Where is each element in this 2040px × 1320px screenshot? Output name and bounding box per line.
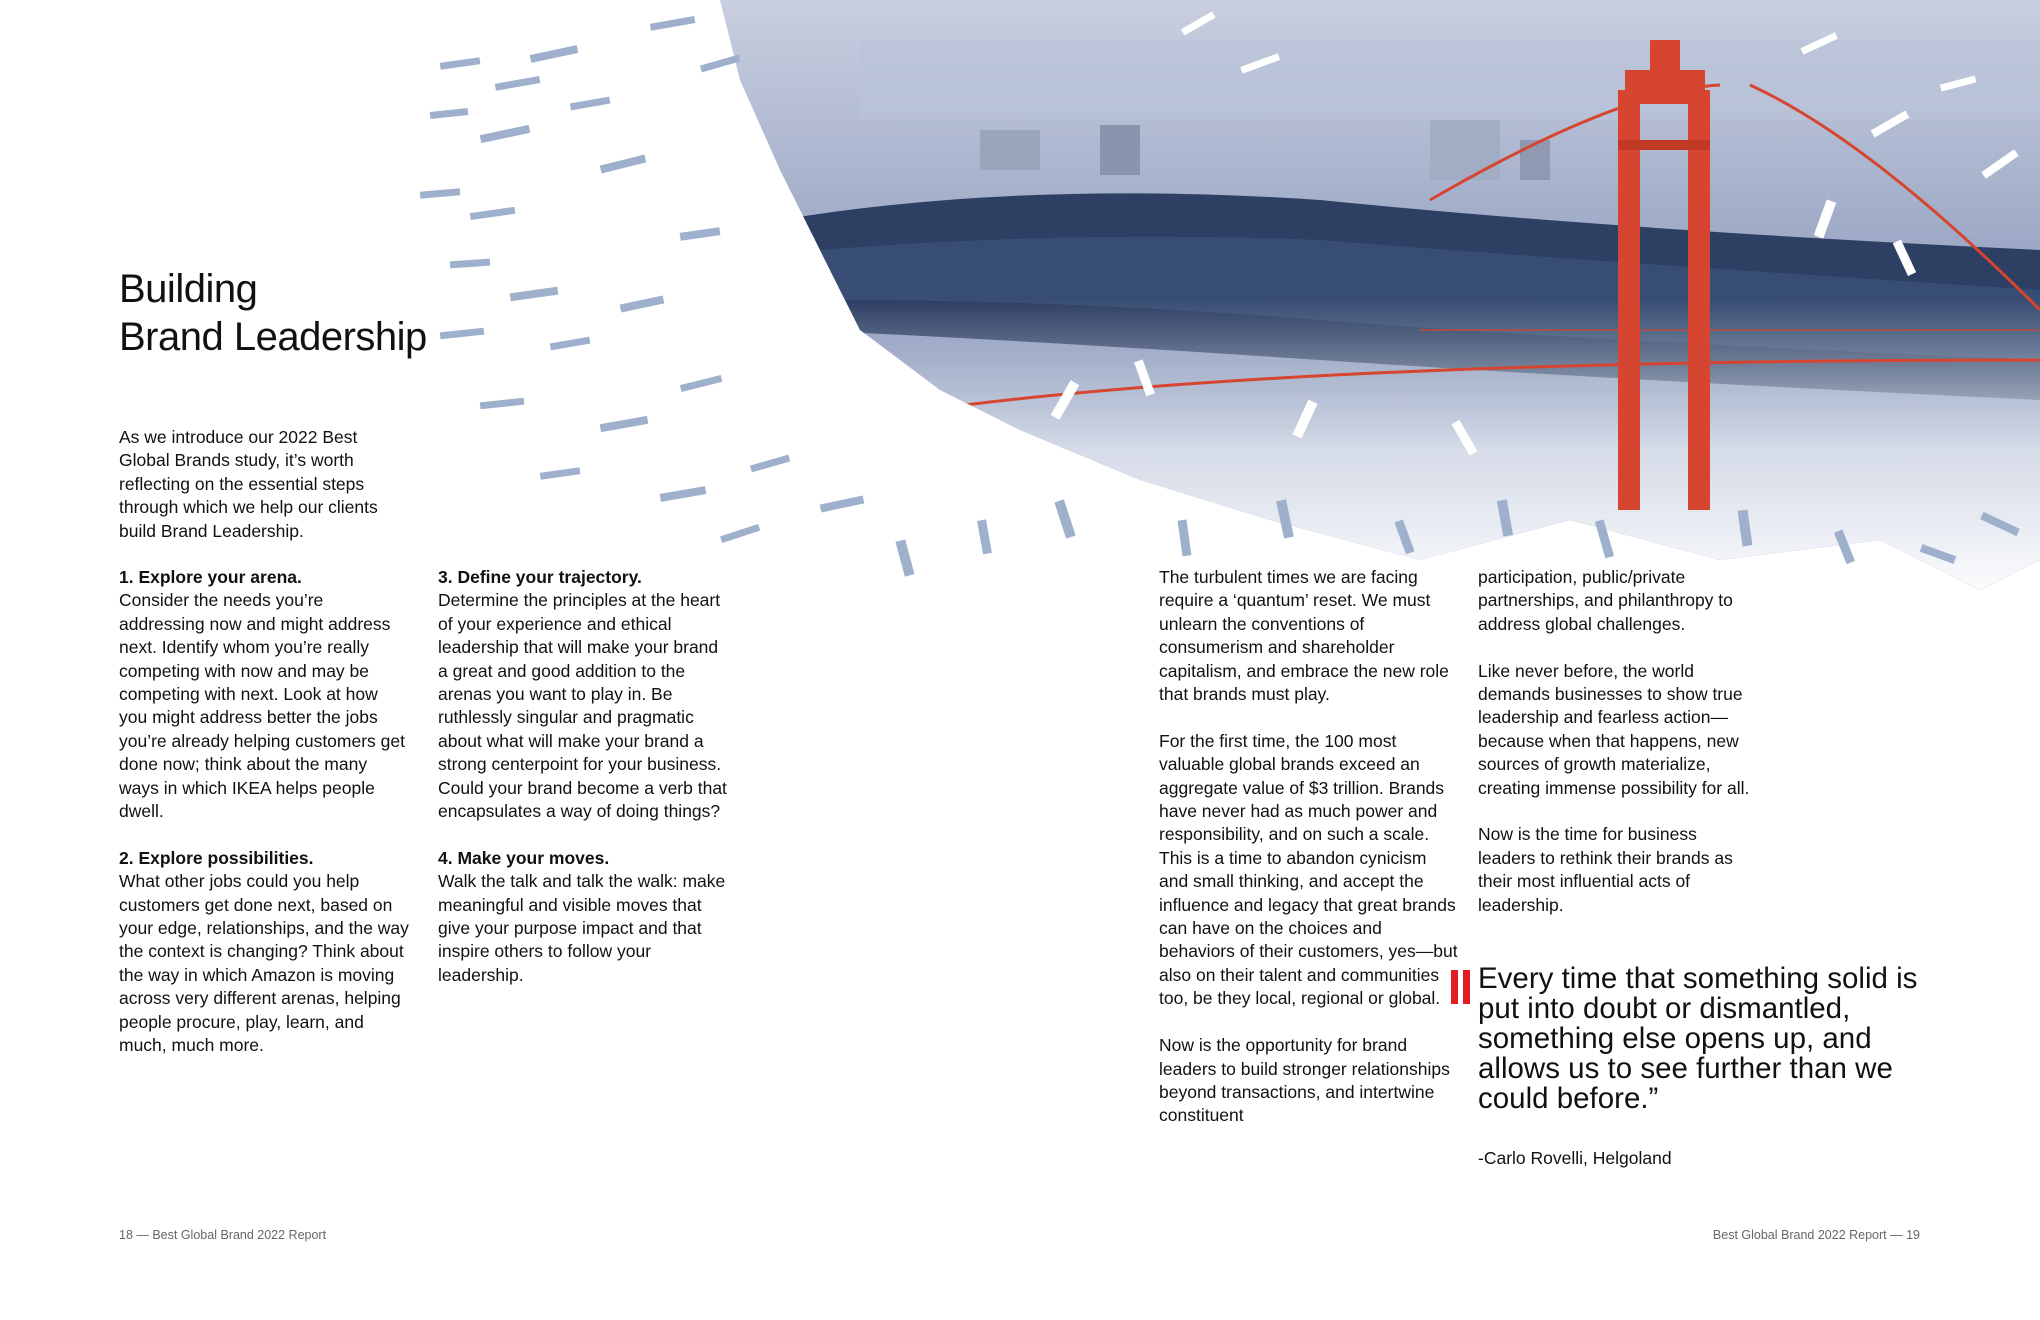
paragraph: Now is the time for business leaders to rethink their brands as their most influential acts of leadership. (1478, 824, 1733, 915)
paragraph: The turbulent times we are facing require a ‘quantum’ reset. We must unlearn the conventions of consumerism and shareholder capitalism, and embrace the new role that brands must play. (1159, 567, 1449, 705)
quote-mark-icon (1451, 970, 1473, 1004)
step-body: Walk the talk and talk the walk: make meaningful and visible moves that give your purpose impact and that inspire others to follow your leadership. (438, 871, 726, 985)
step-body: Determine the principles at the heart of your experience and ethical leadership that will make your brand a great and good addition to the arenas you want to play in. Be ruthlessly singular and pragmatic about what will make your brand a strong centerpoint for your business. Could your brand become a verb that encapsulates a way of doing things? (438, 590, 727, 822)
step-body: Consider the needs you’re addressing now and might address next. Identify whom you’re really competing with now and may be competing with next. Look at how you might address better the jobs you’re already helping customers get done now; think about the many ways in which IKEA helps people dwell. (119, 590, 405, 822)
paragraph: For the first time, the 100 most valuable global brands exceed an aggregate value of $3 trillion. Brands have never had as much power and responsibility, and on such a scale. This is a time to abandon cynicism and small thinking, and accept the influence and legacy that great brands can have on the choices and behaviors of their customers, yes—but also on their talent and communities too, be they local, regional or global. (1159, 730, 1458, 1009)
step-heading: 4. Make your moves. (438, 847, 610, 868)
paragraph: participation, public/private partnerships, and philanthropy to address global challenges. (1478, 567, 1733, 634)
step-body: What other jobs could you help customers get done next, based on your edge, relationships, and the way the context is changing? Think about the way in which Amazon is moving across very different arenas, helping people procure, play, learn, and much, much more. (119, 871, 409, 1056)
footer-left-page-number: 18 — Best Global Brand 2022 Report (119, 1228, 327, 1242)
step-heading: 1. Explore your arena. (119, 567, 302, 587)
step-heading: 3. Define your trajectory. (438, 567, 642, 587)
step-2 (119, 847, 409, 1058)
steps-column-1 (119, 566, 409, 1081)
essay-column-1 (1159, 566, 1459, 1151)
golden-gate-bridge-image (420, 0, 2040, 600)
intro-paragraph (119, 426, 409, 566)
footer-right-page-number: Best Global Brand 2022 Report — 19 (1712, 1228, 1920, 1242)
step-3 (438, 566, 728, 823)
pull-quote: Every time that something solid is put into doubt or dismantled, something else opens up, and allows us to see further than we could before.” (1478, 962, 1918, 1115)
page-title (119, 265, 427, 361)
step-4 (438, 847, 728, 987)
steps-column-2 (438, 566, 728, 1011)
step-1 (119, 566, 409, 823)
quote-attribution: -Carlo Rovelli, Helgoland (1478, 1148, 1672, 1168)
title-line-1: Building (119, 267, 258, 311)
paragraph: Like never before, the world demands businesses to show true leadership and fearless action—because when that happens, new sources of growth materialize, creating immense possibility for all. (1478, 660, 1750, 798)
essay-column-2 (1478, 566, 1758, 940)
step-heading: 2. Explore possibilities. (119, 847, 314, 868)
title-line-2: Brand Leadership (119, 315, 427, 359)
intro-text: As we introduce our 2022 Best Global Brands study, it’s worth reflecting on the essential steps through which we help our clients build Brand Leadership. (119, 427, 378, 541)
paragraph: Now is the opportunity for brand leaders to build stronger relationships beyond transactions, and intertwine constituent (1159, 1035, 1450, 1126)
